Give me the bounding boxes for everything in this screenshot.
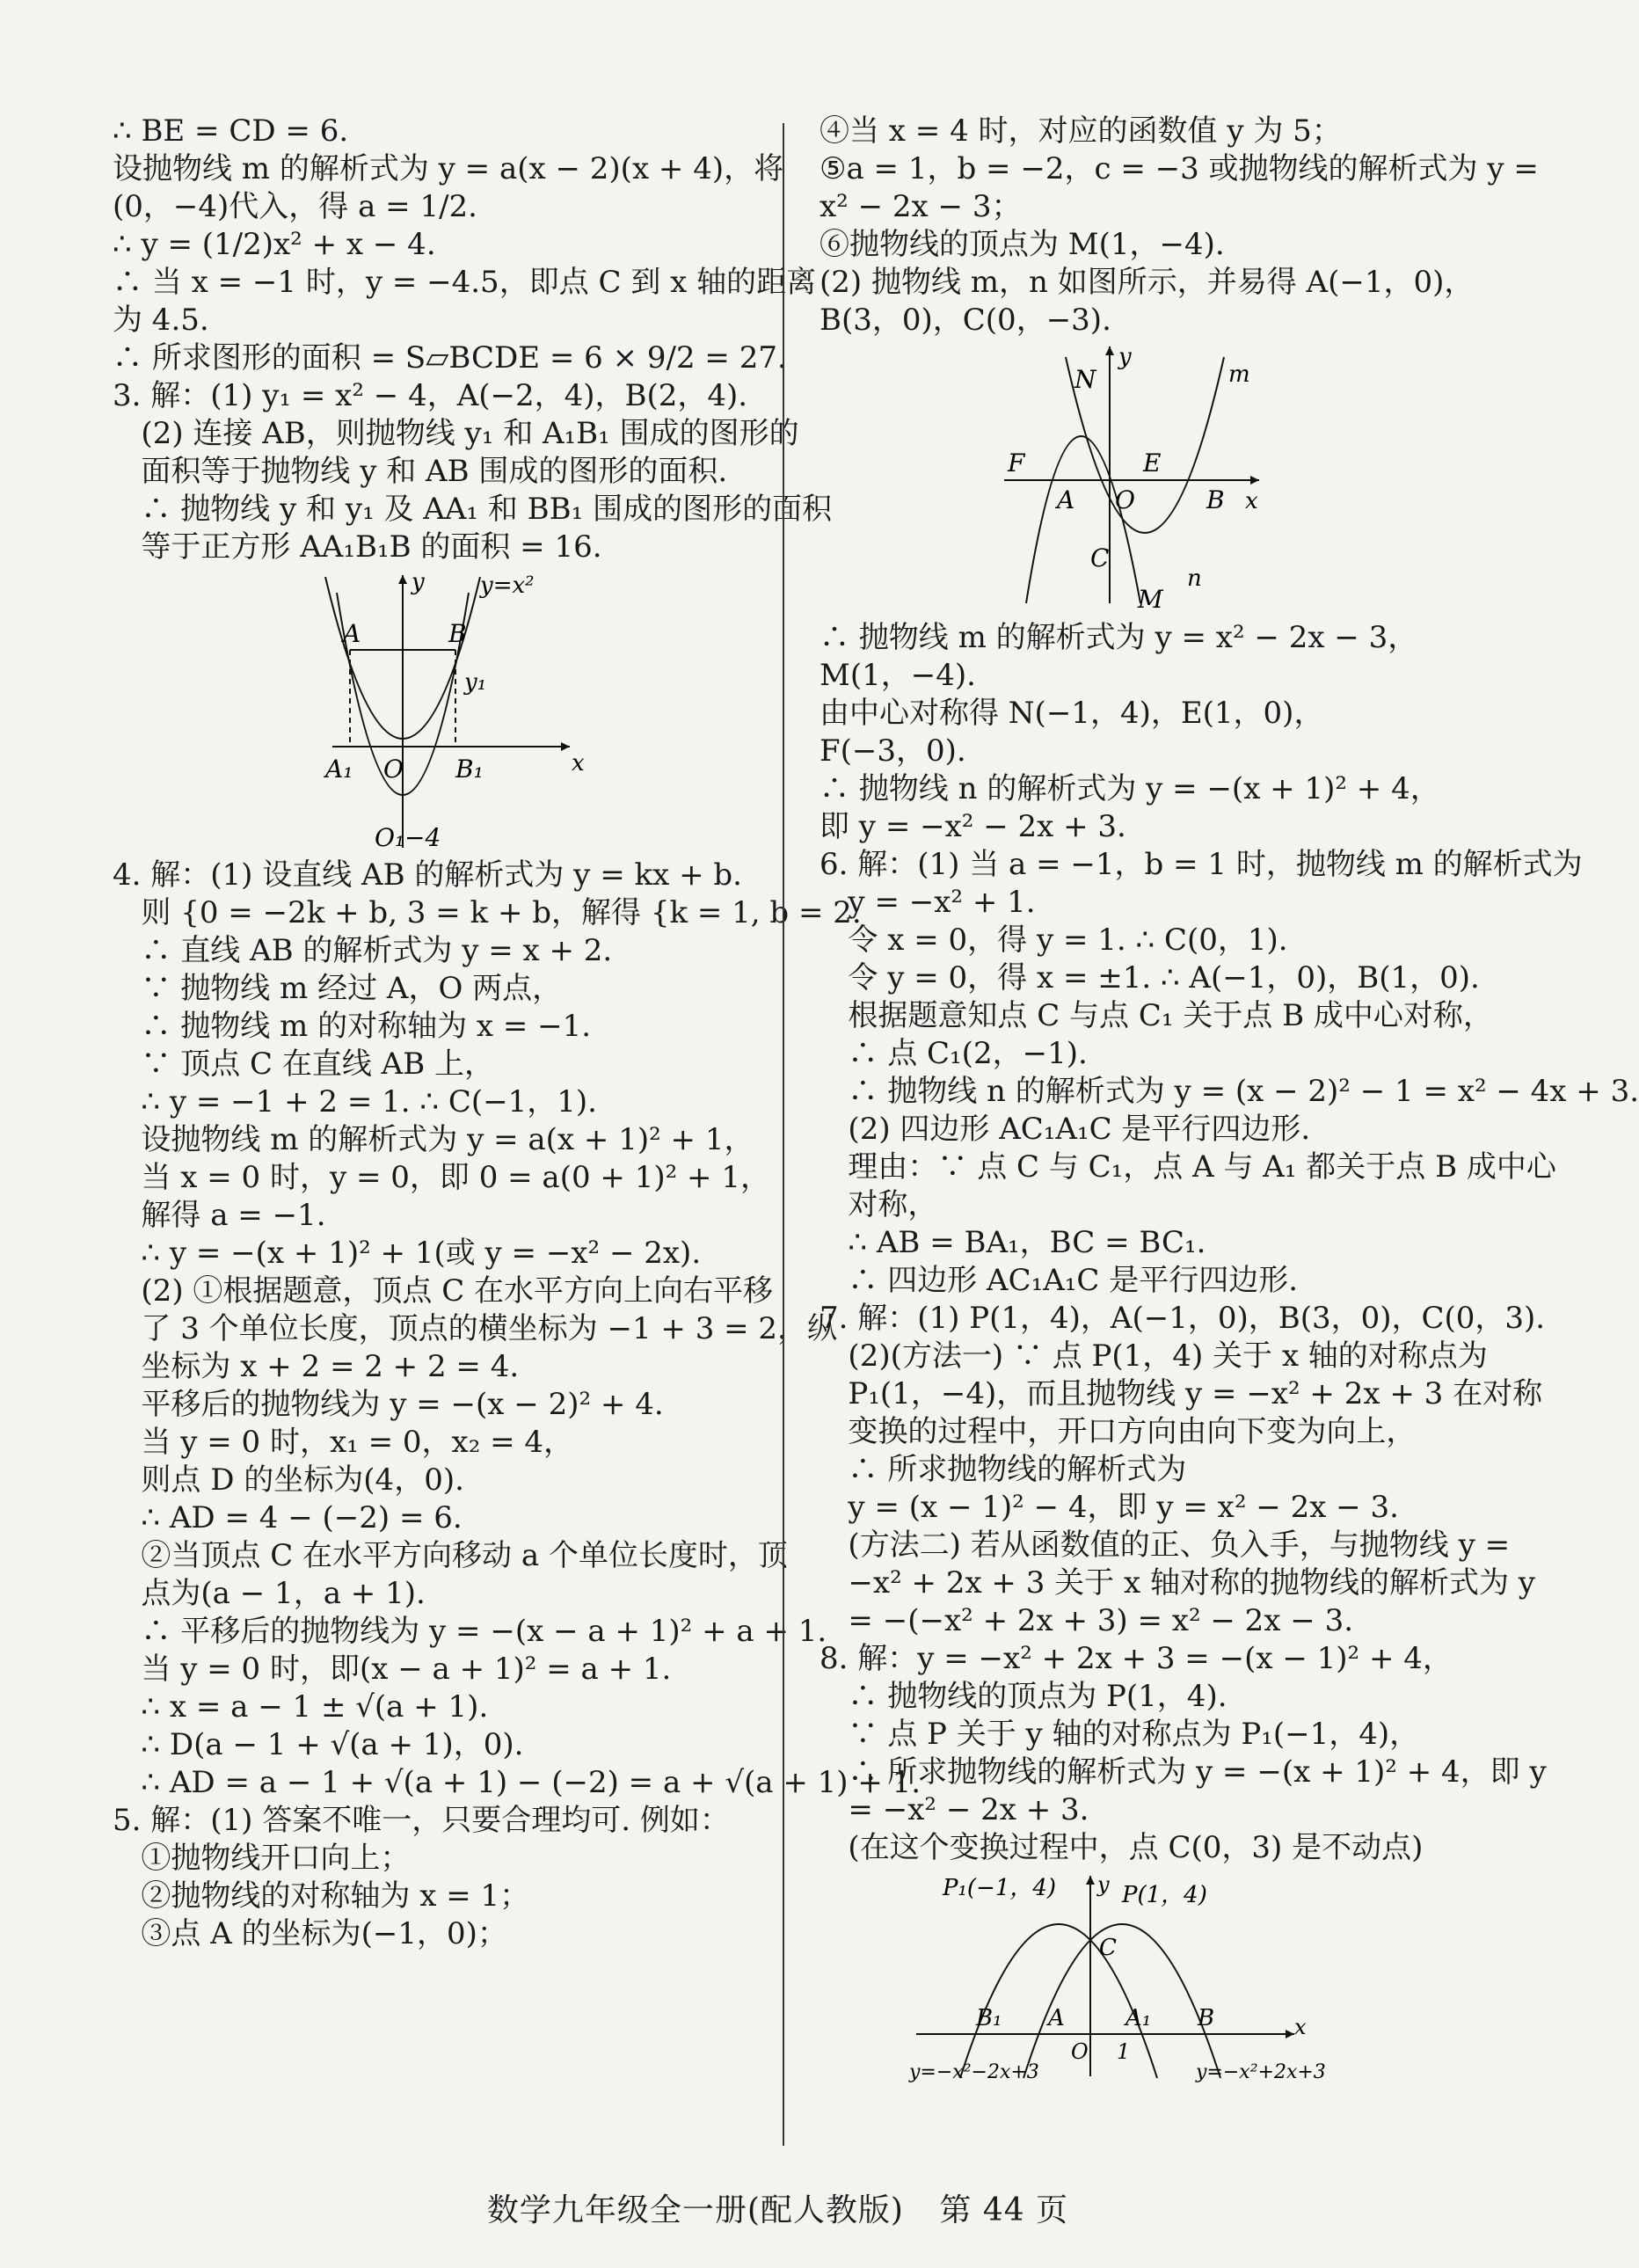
footer-book-title: 数学九年级全一册(配人教版) [486,2192,904,2228]
left-lines-b-line: 则 {0 = −2k + b, 3 = k + b，解得 {k = 1, b = 2. [113,895,862,930]
left-text-block-a [113,113,833,566]
label-B: B [1198,2005,1215,2031]
left-lines-a-line: ∴ 所求图形的面积 = S▱BCDE = 6 × 9/2 = 27. [113,340,787,376]
label-x-axis: x [572,750,585,777]
right-lines-b-line: 令 y = 0，得 x = ±1. ∴ A(−1，0)，B(1，0). [820,960,1480,995]
right-lines-b-line: F(−3，0). [820,733,966,769]
left-lines-b-line: ∴ y = −(x + 1)² + 1(或 y = −x² − 2x). [113,1236,702,1271]
label-F: F [1008,448,1025,478]
label-m: m [1228,361,1250,388]
left-lines-b-line: (2) ①根据题意，顶点 C 在水平方向上向右平移 [113,1273,774,1309]
left-lines-b-line: 当 x = 0 时，y = 0，即 0 = a(0 + 1)² + 1， [113,1160,770,1195]
left-lines-b-line: ∴ 直线 AB 的解析式为 y = x + 2. [113,933,613,968]
label-B1: B₁ [976,2005,1002,2031]
label-A: A [1057,485,1075,514]
right-lines-b-line: ∴ AB = BA₁，BC = BC₁. [820,1225,1206,1260]
figure-parabolas-m-n [820,339,1461,619]
right-lines-a-line: (2) 抛物线 m，n 如图所示，并易得 A(−1，0)， [820,265,1475,300]
right-lines-b-line: = −(−x² + 2x + 3) = x² − 2x − 3. [820,1603,1354,1638]
label-y-eq: y=x² [480,572,535,599]
figure-parabolas-p-p1-svg [907,1867,1365,2082]
left-lines-b-line: 点为(a − 1，a + 1). [113,1576,426,1611]
right-lines-a-line: ⑤a = 1，b = −2，c = −3 或抛物线的解析式为 y = [820,151,1539,186]
label-C: C [1090,543,1110,572]
label-A1: A₁ [1125,2005,1152,2031]
left-lines-b-line: ∴ D(a − 1 + √(a + 1)，0). [113,1727,524,1762]
left-lines-b-line: 当 y = 0 时，即(x − a + 1)² = a + 1. [113,1652,672,1687]
right-lines-b-line: ∴ 抛物线 m 的解析式为 y = x² − 2x − 3， [820,620,1418,655]
left-lines-a-line: 等于正方形 AA₁B₁B 的面积 = 16. [113,529,602,565]
right-lines-b-line: (2)(方法一) ∵ 点 P(1，4) 关于 x 轴的对称点为 [820,1338,1488,1374]
left-lines-b-line: ∴ AD = a − 1 + √(a + 1) − (−2) = a + √(a + 1) + 1. [113,1765,921,1800]
figure-parabolas-m-n-svg [995,339,1277,619]
right-lines-b-line: (在这个变换过程中，点 C(0，3) 是不动点) [820,1830,1424,1865]
label-N: N [1074,365,1096,394]
left-lines-b-line: 解得 a = −1. [113,1198,326,1233]
left-lines-b-line: 了 3 个单位长度，顶点的横坐标为 −1 + 3 = 2，纵 [113,1311,838,1346]
label-y-axis: y [412,569,425,595]
right-lines-b-line: P₁(1，−4)，而且抛物线 y = −x² + 2x + 3 在对称 [820,1376,1543,1411]
label-P: P(1，4) [1122,1882,1207,1908]
right-lines-b-line: 令 x = 0，得 y = 1. ∴ C(0，1). [820,923,1288,958]
right-lines-b-line: ∴ 所求抛物线的解析式为 [820,1452,1187,1487]
right-lines-b-line: ∴ 抛物线 n 的解析式为 y = −(x + 1)² + 4， [820,771,1440,806]
left-lines-a-line: 面积等于抛物线 y 和 AB 围成的图形的面积. [113,454,728,489]
right-lines-b-line: (方法二) 若从函数值的正、负入手，与抛物线 y = [820,1528,1511,1563]
right-lines-b-line: ∴ 点 C₁(2，−1). [820,1036,1088,1071]
left-lines-b-line: 当 y = 0 时，x₁ = 0，x₂ = 4， [113,1425,574,1460]
left-lines-a-line: (0，−4)代入，得 a = 1/2. [113,189,477,224]
figure-parabola-y1 [113,566,763,857]
right-lines-b-line: 变换的过程中，开口方向由向下变为向上， [820,1414,1417,1449]
left-lines-b-line: ∴ y = −1 + 2 = 1. ∴ C(−1，1). [113,1084,597,1119]
label-minus4: −4 [404,823,441,852]
left-text-block-b [113,857,921,1953]
right-lines-b-line: ∴ 所求抛物线的解析式为 y = −(x + 1)² + 4，即 y [820,1754,1547,1790]
right-lines-b-line: 7. 解：(1) P(1，4)，A(−1，0)，B(3，0)，C(0，3). [820,1301,1546,1336]
label-one: 1 [1117,2039,1131,2064]
label-C: C [1099,1935,1117,1961]
label-E: E [1143,448,1162,478]
left-lines-a-line: 3. 解：(1) y₁ = x² − 4，A(−2，4)，B(2，4). [113,378,748,413]
left-lines-a-line: ∴ 当 x = −1 时，y = −4.5，即点 C 到 x 轴的距离 [113,265,817,300]
right-lines-b-line: −x² + 2x + 3 关于 x 轴对称的抛物线的解析式为 y [820,1565,1535,1601]
right-lines-b-line: ∴ 抛物线的顶点为 P(1，4). [820,1679,1227,1714]
right-lines-b-line: y = (x − 1)² − 4，即 y = x² − 2x − 3. [820,1490,1399,1525]
label-A1: A₁ [325,755,353,784]
right-lines-b-line: ∵ 点 P 关于 y 轴的对称点为 P₁(−1，4)， [820,1717,1420,1752]
left-lines-a-line: 为 4.5. [113,303,209,338]
label-A: A [343,619,361,648]
label-eq-right: y=−x²+2x+3 [1196,2061,1326,2083]
right-column [820,113,1639,2083]
label-y-axis: y [1118,344,1132,370]
label-eq-left: y=−x²−2x+3 [909,2061,1039,2083]
left-lines-b-line: ∵ 顶点 C 在直线 AB 上， [113,1046,495,1082]
footer-page-number: 第 44 页 [939,2192,1069,2228]
right-lines-b-line: 8. 解：y = −x² + 2x + 3 = −(x − 1)² + 4， [820,1641,1453,1676]
column-divider [783,123,784,2146]
left-lines-b-line: ∴ AD = 4 − (−2) = 6. [113,1500,463,1535]
label-A: A [1048,2005,1065,2031]
left-lines-b-line: ∴ 平移后的抛物线为 y = −(x − a + 1)² + a + 1. [113,1614,827,1649]
label-y1: y₁ [464,669,487,696]
label-B: B [1206,485,1225,514]
left-lines-b-line: ③点 A 的坐标为(−1，0)； [113,1916,507,1951]
right-lines-b-line: M(1，−4). [820,658,976,693]
figure-parabola-y1-svg [324,566,587,857]
right-lines-b-line: ∴ 四边形 AC₁A₁C 是平行四边形. [820,1263,1299,1298]
left-lines-b-line: ∴ 抛物线 m 的对称轴为 x = −1. [113,1009,592,1044]
label-O: O [383,755,404,784]
right-lines-b-line: 根据题意知点 C 与点 C₁ 关于点 B 成中心对称， [820,998,1493,1033]
right-lines-b-line: y = −x² + 1. [820,885,1036,920]
left-lines-b-line: 坐标为 x + 2 = 2 + 2 = 4. [113,1349,520,1384]
label-y-axis: y [1097,1872,1110,1897]
right-lines-b-line: 对称， [820,1187,938,1222]
right-lines-b-line: (2) 四边形 AC₁A₁C 是平行四边形. [820,1112,1311,1147]
right-lines-b-line: 6. 解：(1) 当 a = −1，b = 1 时，抛物线 m 的解析式为 [820,847,1583,882]
left-lines-a-line: (2) 连接 AB，则抛物线 y₁ 和 A₁B₁ 围成的图形的 [113,416,799,451]
left-lines-a-line: ∴ y = (1/2)x² + x − 4. [113,227,436,262]
left-lines-a-line: ∴ BE = CD = 6. [113,113,349,149]
right-lines-b-line: 即 y = −x² − 2x + 3. [820,809,1126,844]
left-lines-b-line: 5. 解：(1) 答案不唯一，只要合理均可. 例如： [113,1803,730,1838]
label-O: O [1071,2039,1089,2064]
left-lines-b-line: 则点 D 的坐标为(4，0). [113,1462,464,1498]
figure-parabolas-p-p1 [820,1867,1461,2082]
label-M: M [1138,585,1163,614]
label-B: B [448,619,467,648]
left-lines-b-line: ∵ 抛物线 m 经过 A，O 两点， [113,971,563,1006]
right-lines-b-line: 由中心对称得 N(−1，4)，E(1，0)， [820,696,1324,731]
right-lines-a-line: x² − 2x − 3； [820,189,1022,224]
label-x-axis: x [1245,488,1258,514]
label-O1: O₁ [375,823,405,852]
label-n: n [1187,565,1202,592]
label-B1: B₁ [455,755,484,784]
left-lines-b-line: 设抛物线 m 的解析式为 y = a(x + 1)² + 1， [113,1122,754,1157]
left-lines-b-line: ①抛物线开口向上； [113,1841,411,1876]
right-lines-b-line: = −x² − 2x + 3. [820,1792,1089,1827]
left-lines-a-line: 设抛物线 m 的解析式为 y = a(x − 2)(x + 4)，将 [113,151,784,186]
left-lines-b-line: 4. 解：(1) 设直线 AB 的解析式为 y = kx + b. [113,857,742,893]
left-lines-b-line: ②抛物线的对称轴为 x = 1； [113,1878,530,1914]
right-text-block-b [820,619,1639,1867]
left-lines-b-line: 平移后的抛物线为 y = −(x − 2)² + 4. [113,1387,664,1422]
label-P1: P₁(−1，4) [943,1875,1057,1901]
right-lines-b-line: 理由：∵ 点 C 与 C₁，点 A 与 A₁ 都关于点 B 成中心 [820,1149,1556,1185]
left-lines-b-line: ∴ x = a − 1 ± √(a + 1). [113,1689,489,1725]
right-lines-b-line: ∴ 抛物线 n 的解析式为 y = (x − 2)² − 1 = x² − 4x + 3. [820,1074,1639,1109]
label-x-axis: x [1294,2015,1307,2039]
right-lines-a-line: ⑥抛物线的顶点为 M(1，−4). [820,227,1225,262]
right-text-block-a [820,113,1539,339]
page-footer [0,2185,1555,2230]
right-lines-a-line: ④当 x = 4 时，对应的函数值 y 为 5； [820,113,1342,149]
left-lines-b-line: ②当顶点 C 在水平方向移动 a 个单位长度时，顶 [113,1538,788,1573]
label-O: O [1115,485,1135,514]
left-lines-a-line: ∴ 抛物线 y 和 y₁ 及 AA₁ 和 BB₁ 围成的图形的面积 [113,492,833,527]
right-lines-a-line: B(3，0)，C(0，−3). [820,303,1111,338]
